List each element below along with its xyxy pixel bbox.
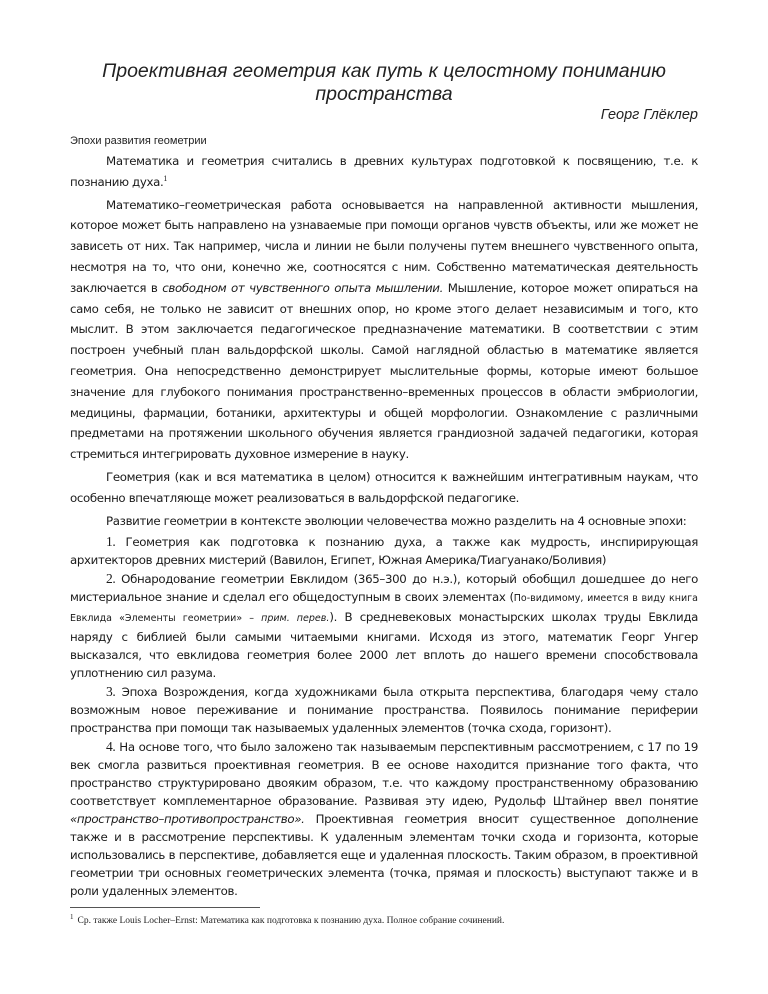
paragraph-4: Развитие геометрии в контексте эволюции человечества можно разделить на 4 основные эпохи: [106,513,687,528]
epoch-text-after: Проективная геометрия вносит существенное дополнение также и в рассмотрение перспективы. К удаленным элементам точки схода и горизонта, которые использовались в перспективе, добавляется еще и удаленная плоскость. Таким образом, в проективной геометрии три основных геометрических элемента (точка, прямая и плоскость) выступают также и в роли удаленных элементов. [70,812,698,899]
paragraph-1 [70,151,698,193]
footnote-text: Ср. также Louis Locher–Ernst: Математика как подготовка к познанию духа. Полное собрание сочинений. [77,916,505,926]
title-line-1: Проективная геометрия как путь к целостному пониманию [102,60,666,82]
paragraph-3: Геометрия (как и вся математика в целом) относится к важнейшим интегративным наукам, что особенно впечатляюще может реализоваться в вальдорфской педагогике. [70,469,698,505]
epoch-item-2 [70,570,698,682]
epoch-item-3 [70,683,698,737]
footnote-separator [70,907,260,908]
epoch-number: 1. [106,534,116,550]
paragraph-2-emphasis: свободном от чувственного опыта мышлении. [162,280,444,295]
epoch-text: Геометрия как подготовка к познанию духа, а также как мудрость, инспирирующая архитекторов древних мистерий (Вавилон, Египет, Южная Америка/Тиагуанако/Боливия) [70,535,698,568]
epoch-text-before: Обнародование геометрии Евклидом (365–300 до н.э.), который обобщил дошедшее до него мистериальное знание и сделал его общедоступным в своих элементах ( [70,572,698,605]
author-name: Георг Глёклер [600,107,698,123]
paragraph-2-text-after: Мышление, которое может опираться на само себя, не только не зависит от внешних опор, но кроме этого делает независимым и того, кто мыслит. В этом заключается педагогическое предназначение математики. В соответствии с этим построен учебный план вальдорфской школы. Самой наглядной областью в математике является геометрия. Она непосредственно демонстрирует мыслительные формы, которые имеют большое значение для глубокого понимания пространственно–временных процессов в области эмбриологии, медицины, фармации, ботаники, архитектуры и общей морфологии. Ознакомление с различными предметами на протяжении школьного обучения является грандиозной задачей педагогики, которая стремиться интегрировать духовное измерение в науку. [70,280,698,462]
epoch-number: 4. [106,739,116,755]
section-heading: Эпохи развития геометрии [70,135,207,147]
epoch-number: 3. [106,684,116,700]
epoch-item-4 [70,738,698,900]
epoch-text-before: На основе того, что было заложено так называемым перспективным рассмотрением, с 17 по 19 век смогла развиться проективная геометрия. В ее основе находится признание того факта, что пространство структурировано двояким образом, т.е. что каждому пространственному образованию соответствует комплементарное образование. Развивая эту идею, Рудольф Штайнер ввел понятие [70,740,698,809]
document-title [70,60,698,106]
footnote-reference[interactable]: 1 [163,173,168,183]
translator-note-emphasis: прим. перев. [261,613,330,625]
epoch-item-1 [70,533,698,569]
epoch-emphasis: «пространство–противопространство». [70,812,305,827]
paragraph-2-text-before: Математико–геометрическая работа основывается на направленной активности мышления, которое может быть направлено на узнаваемые при помощи органов чувств объекты, или же может не зависеть от них. Так например, числа и линии не были получены путем внешнего чувственного опыта, несмотря на то, что они, конечно же, соотносятся с ним. Собственно математическая деятельность заключается в [70,197,698,295]
epoch-number: 2. [106,571,116,587]
footnote-number: 1 [70,912,74,921]
title-line-2: пространства [315,83,453,105]
paragraph-2 [70,195,698,465]
epoch-text: Эпоха Возрождения, когда художниками была открыта перспектива, благодаря чему стало возможным новое переживание и понимание пространства. Появилось понимание периферии пространства при помощи так называемых удаленных элементов (точка схода, горизонт). [70,685,698,736]
footnote [70,912,698,926]
epoch-text-after: ). В средневековых монастырских школах труды Евклида наряду с библией были самыми читаемыми книгами. Исходя из этого, математик Георг Унгер высказался, что евклидова геометрия более 2000 лет вплоть до нашего времени способствовала уплотнению сил разума. [70,610,699,681]
paragraph-1-text: Математика и геометрия считались в древних культурах подготовкой к посвящению, т.е. к познанию духа. [70,154,698,189]
document-body [70,151,698,901]
translator-note: По-видимому, имеется в виду книга Евклида «Элементы геометрии» – [70,593,698,625]
